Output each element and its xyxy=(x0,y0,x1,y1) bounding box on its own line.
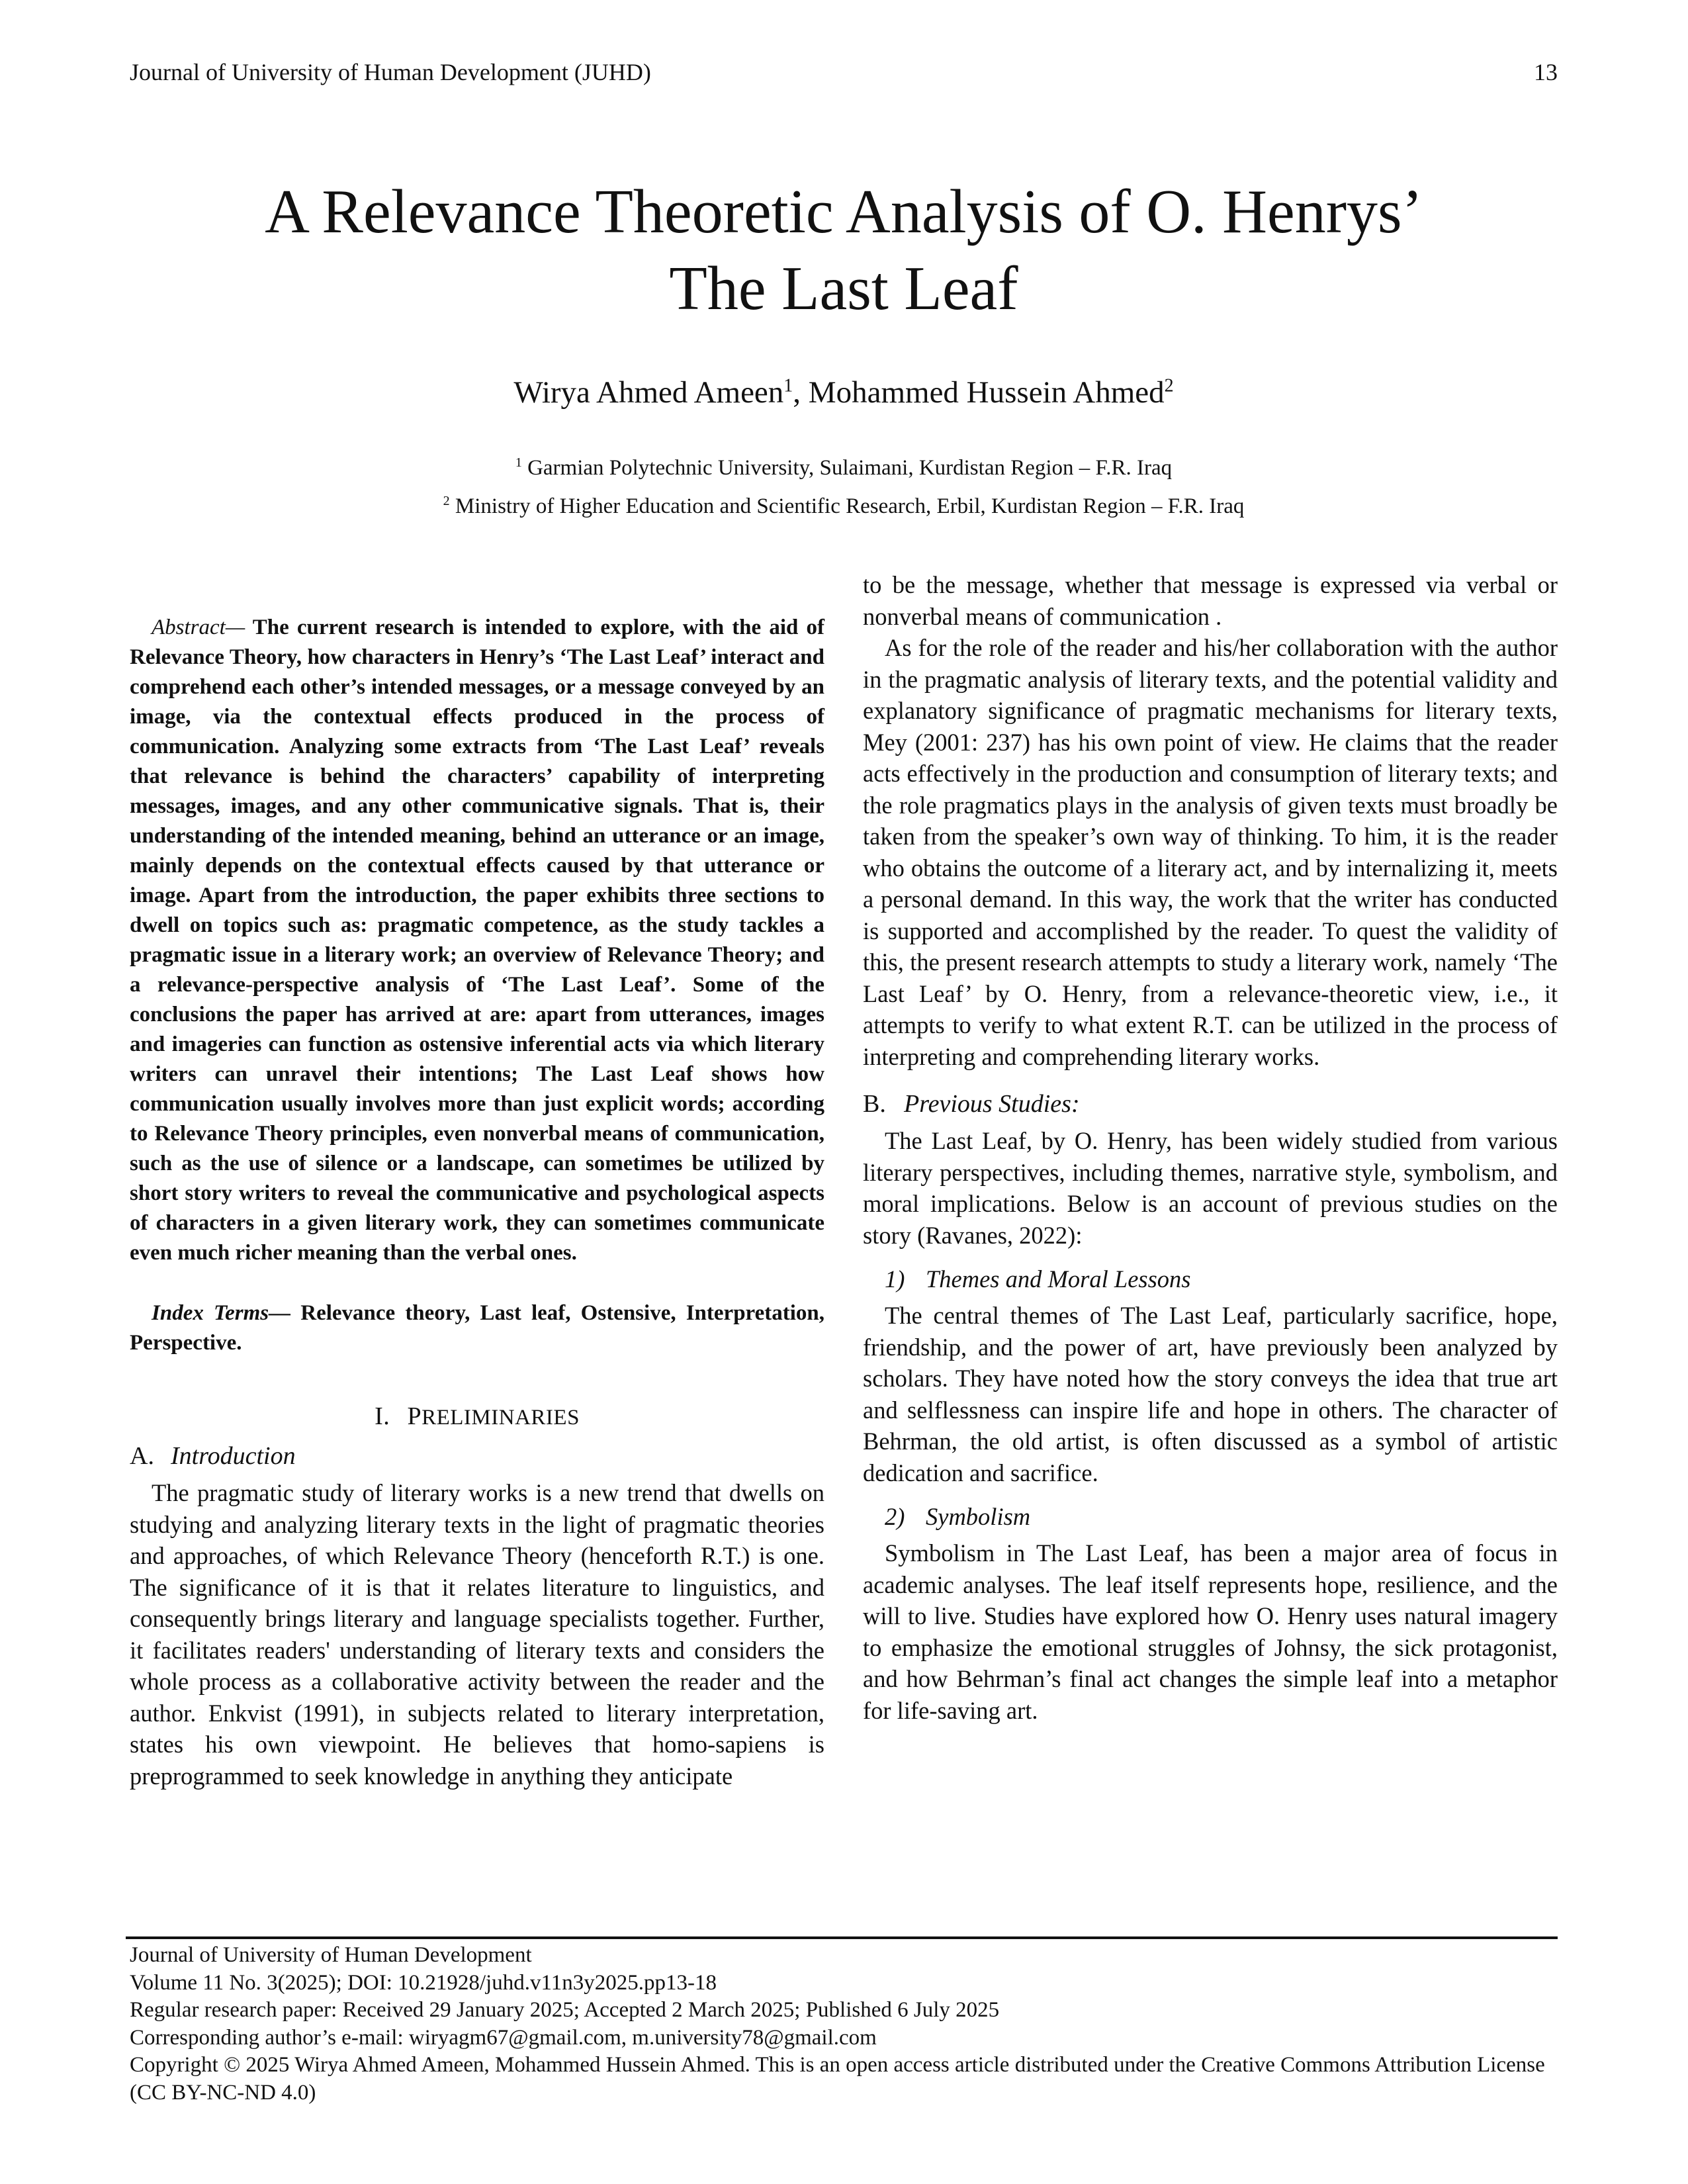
reader-role-paragraph: As for the role of the reader and his/her collaboration with the author in the pragmatic analysis of literary texts, and the potential validity and explanatory significance of pragmatic mechanisms for literary texts, Mey (2001: 237) has his own point of view. He claims that the reader acts effectively in the production and consumption of literary texts; and the role pragmatics plays in the analysis of given texts must broadly be taken from the speaker’s own way of thinking. To him, it is the reader who obtains the outcome of a literary act, and by internalizing it, meets a personal demand. In this way, the work that the writer has conducted is supported and accomplished by the reader. To quest the validity of this, the present research attempts to study a literary work, namely ‘The Last Leaf’ by O. Henry, from a relevance-theoretic view, i.e., it attempts to verify to what extent R.T. can be utilized in the process of interpreting and comprehending literary works. xyxy=(863,634,1558,1070)
affiliation-1-text: Garmian Polytechnic University, Sulaimani, Kurdistan Region – F.R. Iraq xyxy=(527,456,1173,480)
footer-divider xyxy=(126,1936,1558,1939)
index-terms xyxy=(130,1298,824,1358)
section-numeral: I. xyxy=(375,1402,390,1430)
subsection-heading-introduction xyxy=(130,1439,824,1473)
page-number: 13 xyxy=(1534,59,1558,85)
sub1-number: 1) xyxy=(885,1265,905,1293)
subsection-title: Introduction xyxy=(171,1442,296,1470)
author-list xyxy=(130,375,1558,410)
section-first-letter: P xyxy=(407,1402,422,1430)
footer xyxy=(130,1942,1558,2107)
author-1-affiliation-mark: 1 xyxy=(783,375,793,396)
sub2-title: Symbolism xyxy=(926,1503,1031,1530)
affiliation-2-mark: 2 xyxy=(443,494,450,508)
affiliation-2 xyxy=(130,484,1558,523)
footer-email: Corresponding author’s e-mail: wiryagm67@gmail.com, m.university78@gmail.com xyxy=(130,2025,877,2050)
subheading-themes xyxy=(885,1263,1558,1296)
author-1: Wirya Ahmed Ameen xyxy=(513,375,784,410)
subsection-b-title: Previous Studies: xyxy=(904,1090,1080,1118)
footer-journal: Journal of University of Human Development xyxy=(130,1943,532,1967)
right-column xyxy=(863,569,1558,1726)
footer-dates: Regular research paper: Received 29 January 2025; Accepted 2 March 2025; Published 6 July 2025 xyxy=(130,1998,1000,2022)
subsection-b-letter: B. xyxy=(863,1090,886,1118)
footer-copyright: Copyright © 2025 Wirya Ahmed Ameen, Mohammed Hussein Ahmed. This is an open access article distributed under the Creative Commons Attribution License (CC BY-NC-ND 4.0) xyxy=(130,2053,1545,2105)
subsection-letter: A. xyxy=(130,1442,154,1470)
subsection-heading-previous-studies xyxy=(863,1087,1558,1121)
author-2: Mohammed Hussein Ahmed xyxy=(808,375,1165,410)
footer-volume-doi: Volume 11 No. 3(2025); DOI: 10.21928/juhd.v11n3y2025.pp13-18 xyxy=(130,1970,717,1995)
affiliation-1-mark: 1 xyxy=(515,455,522,470)
section-heading-preliminaries xyxy=(130,1400,824,1433)
themes-paragraph: The central themes of The Last Leaf, particularly sacrifice, hope, friendship, and the power of art, have previously been analyzed by scholars. They have noted how the story conveys the idea that true art and selflessness can inspire life and hope in others. The character of Behrman, the old artist, is often discussed as a symbol of artistic dedication and sacrifice. xyxy=(863,1302,1558,1486)
sub1-title: Themes and Moral Lessons xyxy=(926,1265,1191,1293)
continuation-paragraph: to be the message, whether that message is expressed via verbal or nonverbal means of communication . xyxy=(863,571,1558,630)
index-terms-text: Relevance theory, Last leaf, Ostensive, Interpretation, Perspective. xyxy=(130,1301,824,1355)
paper-title-line-2: The Last Leaf xyxy=(669,254,1018,323)
paper-title-line-1: A Relevance Theoretic Analysis of O. Henrys’ xyxy=(265,177,1423,246)
abstract-label: Abstract— xyxy=(152,615,245,639)
previous-studies-paragraph: The Last Leaf, by O. Henry, has been widely studied from various literary perspectives, including themes, narrative style, symbolism, and moral implications. Below is an account of previous studies on the story (Ravanes, 2022): xyxy=(863,1127,1558,1249)
sub2-number: 2) xyxy=(885,1503,905,1530)
affiliations xyxy=(130,446,1558,523)
symbolism-paragraph: Symbolism in The Last Leaf, has been a major area of focus in academic analyses. The leaf itself represents hope, resilience, and the will to live. Studies have explored how O. Henry uses natural imagery to emphasize the emotional struggles of Johnsy, the sick protagonist, and how Behrman’s final act changes the simple leaf into a metaphor for life-saving art. xyxy=(863,1539,1558,1724)
affiliation-1 xyxy=(130,446,1558,484)
abstract xyxy=(130,613,824,1268)
paper-title xyxy=(130,173,1558,327)
affiliation-2-text: Ministry of Higher Education and Scientific Research, Erbil, Kurdistan Region – F.R. Iraq xyxy=(455,494,1245,518)
left-column xyxy=(130,569,824,1792)
author-separator: , xyxy=(793,375,809,410)
author-2-affiliation-mark: 2 xyxy=(1164,375,1174,396)
section-rest: RELIMINARIES xyxy=(422,1406,580,1430)
introduction-paragraph: The pragmatic study of literary works is a new trend that dwells on studying and analyzing literary texts in the light of pragmatic theories and approaches, of which Relevance Theory (henceforth R.T.) is one. The significance of it is that it relates literature to linguistics, and consequently brings literary and language specialists together. Further, it facilitates readers' understanding of literary texts and considers the whole process as a collaborative activity between the reader and the author. Enkvist (1991), in subjects related to literary interpretation, states his own viewpoint. He believes that homo-sapiens is preprogrammed to seek knowledge in anything they anticipate xyxy=(130,1479,824,1790)
journal-name: Journal of University of Human Development (JUHD) xyxy=(130,59,651,85)
index-terms-label: Index Terms— xyxy=(152,1301,291,1325)
subheading-symbolism xyxy=(885,1500,1558,1533)
abstract-text: The current research is intended to explore, with the aid of Relevance Theory, how characters in Henry’s ‘The Last Leaf’ interact and comprehend each other’s intended messages, or a message conveyed by an image, via the contextual effects produced in the process of communication. Analyzing some extracts from ‘The Last Leaf’ reveals that relevance is behind the characters’ capability of interpreting messages, images, and any other communicative signals. That is, their understanding of the intended meaning, behind an utterance or an image, mainly depends on the contextual effects caused by that utterance or image. Apart from the introduction, the paper exhibits three sections to dwell on topics such as: pragmatic competence, as the study tackles a pragmatic issue in a literary work; an overview of Relevance Theory; and a relevance-perspective analysis of ‘The Last Leaf’. Some of the conclusions the paper has arrived at are: apart from utterances, images and imageries can function as ostensive inferential acts via which literary writers can unravel their intentions; The Last Leaf shows how communication usually involves more than just explicit words; according to Relevance Theory principles, even nonverbal means of communication, such as the use of silence or a landscape, can sometimes be utilized by short story writers to reveal the communicative and psychological aspects of characters in a given literary work, they can sometimes communicate even much richer meaning than the verbal ones. xyxy=(130,615,824,1265)
